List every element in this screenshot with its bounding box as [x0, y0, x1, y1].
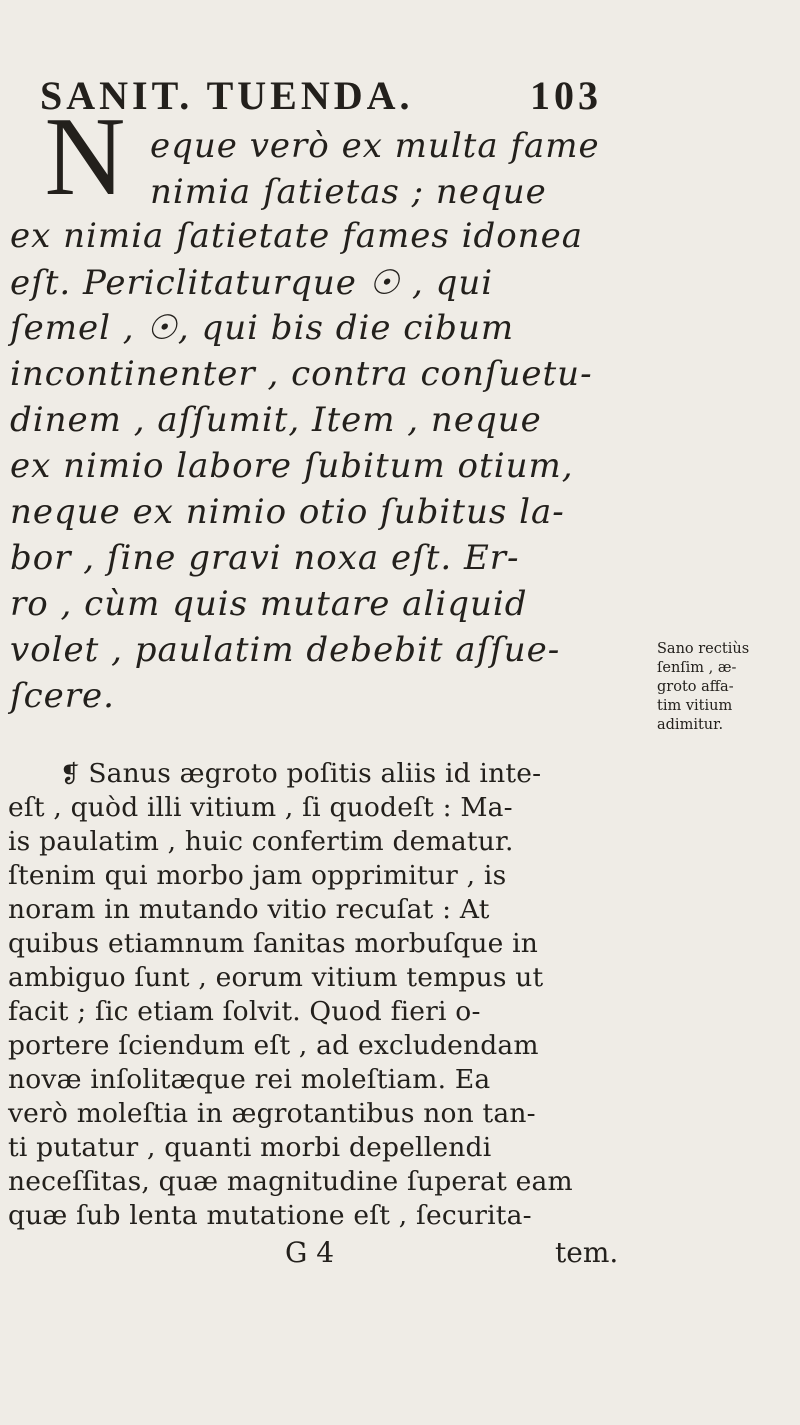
text-line: dinem , aſſumit, Item , neque	[10, 400, 542, 440]
text-line	[60, 758, 541, 789]
text-line: novæ inſolitæque rei moleſtiam. Ea	[8, 1064, 491, 1095]
text-line: noram in mutando vitio recuſat : At	[8, 894, 490, 925]
text-line: neque ex nimio otio ſubitus la-	[10, 492, 565, 532]
text-line: eſt , quòd illi vitium , ſi quodeſt : Ma-	[8, 792, 513, 823]
text-line: ſtenim qui morbo jam opprimitur , is	[8, 860, 507, 891]
text-line: incontinenter , contra conſuetu-	[10, 354, 593, 394]
text-line: eque verò ex multa fame	[150, 126, 600, 166]
page-number: 103	[530, 73, 602, 118]
text-line-content: Sanus ægroto poſitis aliis id inte-	[88, 758, 542, 789]
text-line: ambiguo ſunt , eorum vitium tempus ut	[8, 962, 544, 993]
text-line: eſt. Periclitaturque ☉ , qui	[10, 263, 494, 303]
text-line: ti putatur , quanti morbi depellendi	[8, 1132, 492, 1163]
pilcrow-mark: ❡	[60, 760, 81, 788]
margin-note-line: tim vitium	[657, 698, 733, 714]
signature-mark: G 4	[285, 1236, 335, 1269]
text-line: ex nimio labore ſubitum otium,	[10, 446, 574, 486]
margin-note-line: groto affa-	[657, 679, 734, 695]
text-line: volet , paulatim debebit aſſue-	[10, 630, 561, 670]
text-line: quæ ſub lenta mutatione eſt , ſecurita-	[8, 1200, 532, 1231]
text-line: is paulatim , huic confertim dematur.	[8, 826, 514, 857]
text-line: nimia ſatietas ; neque	[150, 172, 547, 212]
text-line: quibus etiamnum ſanitas morbuſque in	[8, 928, 539, 959]
margin-note-line: adimitur.	[657, 717, 724, 733]
text-line: portere ſciendum eſt , ad excludendam	[8, 1030, 539, 1061]
text-line: ſemel , ☉, qui bis die cibum	[10, 308, 515, 348]
text-line: ro , cùm quis mutare aliquid	[10, 584, 528, 624]
text-line: facit ; ſic etiam ſolvit. Quod fieri o-	[8, 996, 481, 1027]
marginal-note	[657, 640, 797, 735]
text-line: ſcere.	[10, 676, 115, 716]
text-line: verò moleſtia in ægrotantibus non tan-	[8, 1098, 536, 1129]
page-footer	[0, 1236, 800, 1272]
catchword: tem.	[555, 1236, 619, 1269]
text-line: bor , ſine gravi noxa eſt. Er-	[10, 538, 520, 578]
header-title: SANIT. TUENDA.	[40, 73, 414, 118]
text-line: ex nimia ſatietate fames idonea	[10, 216, 583, 256]
text-line: neceſſitas, quæ magnitudine ſuperat eam	[8, 1166, 573, 1197]
drop-cap: N	[44, 95, 126, 219]
margin-note-line: Sano rectiùs	[657, 641, 750, 657]
margin-note-line: ſenſim , æ-	[657, 660, 737, 676]
